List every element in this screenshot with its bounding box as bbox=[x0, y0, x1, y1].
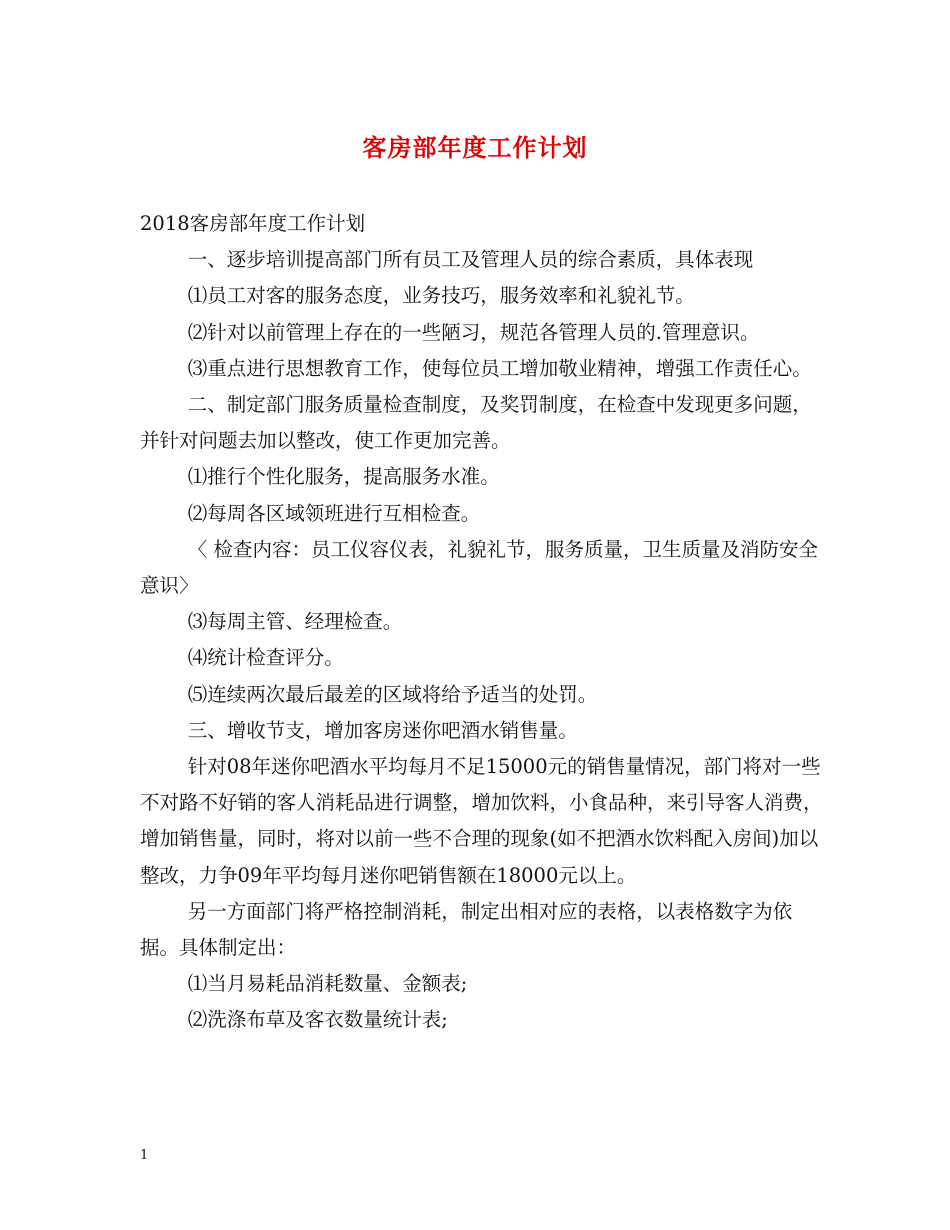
document-body bbox=[140, 206, 830, 1039]
paragraph: ⑴当月易耗品消耗数量、金额表; bbox=[187, 972, 468, 996]
paragraph-heading: 2018客房部年度工作计划 bbox=[140, 212, 366, 235]
paragraph: ⑶每周主管、经理检查。 bbox=[187, 610, 403, 634]
paragraph: ⑵针对以前管理上存在的一些陋习，规范各管理人员的.管理意识。 bbox=[187, 320, 760, 344]
paragraph: ⑵洗涤布草及客衣数量统计表; bbox=[187, 1008, 448, 1032]
document-title: 客房部年度工作计划 bbox=[362, 133, 588, 162]
paragraph: 〈 检查内容：员工仪容仪表，礼貌礼节，服务质量，卫生质量及消防安全意识〉 bbox=[140, 537, 818, 598]
paragraph: 二、制定部门服务质量检查制度，及奖罚制度，在检查中发现更多问题，并针对问题去加以整改，使工作更加完善。 bbox=[140, 393, 812, 453]
page-number: 1 bbox=[140, 1148, 149, 1163]
paragraph: 一、逐步培训提高部门所有员工及管理人员的综合素质，具体表现 bbox=[187, 248, 754, 272]
paragraph: ⑶重点进行思想教育工作，使每位员工增加敬业精神，增强工作责任心。 bbox=[187, 356, 812, 380]
paragraph: 另一方面部门将严格控制消耗，制定出相对应的表格，以表格数字为依据。具体制定出： bbox=[140, 899, 793, 960]
paragraph: 三、增收节支，增加客房迷你吧酒水销售量。 bbox=[187, 718, 578, 742]
paragraph: 针对08年迷你吧酒水平均每月不足15000元的销售量情况，部门将对一些不对路不好销的客人消耗品进行调整，增加饮料，小食品种，来引导客人消费，增加销售量，同时，将对以前一些不合理的现象(如不把酒水饮料配入房间)加以整改，力争09年平均每月迷你吧销售额在18000元以上。 bbox=[140, 755, 823, 887]
paragraph: ⑴员工对客的服务态度，业务技巧，服务效率和礼貌礼节。 bbox=[187, 284, 695, 308]
paragraph: ⑵每周各区域领班进行互相检查。 bbox=[187, 501, 481, 525]
paragraph: ⑴推行个性化服务，提高服务水准。 bbox=[187, 465, 500, 489]
paragraph: ⑸连续两次最后最差的区域将给予适当的处罚。 bbox=[187, 682, 598, 706]
paragraph: ⑷统计检查评分。 bbox=[187, 646, 344, 670]
